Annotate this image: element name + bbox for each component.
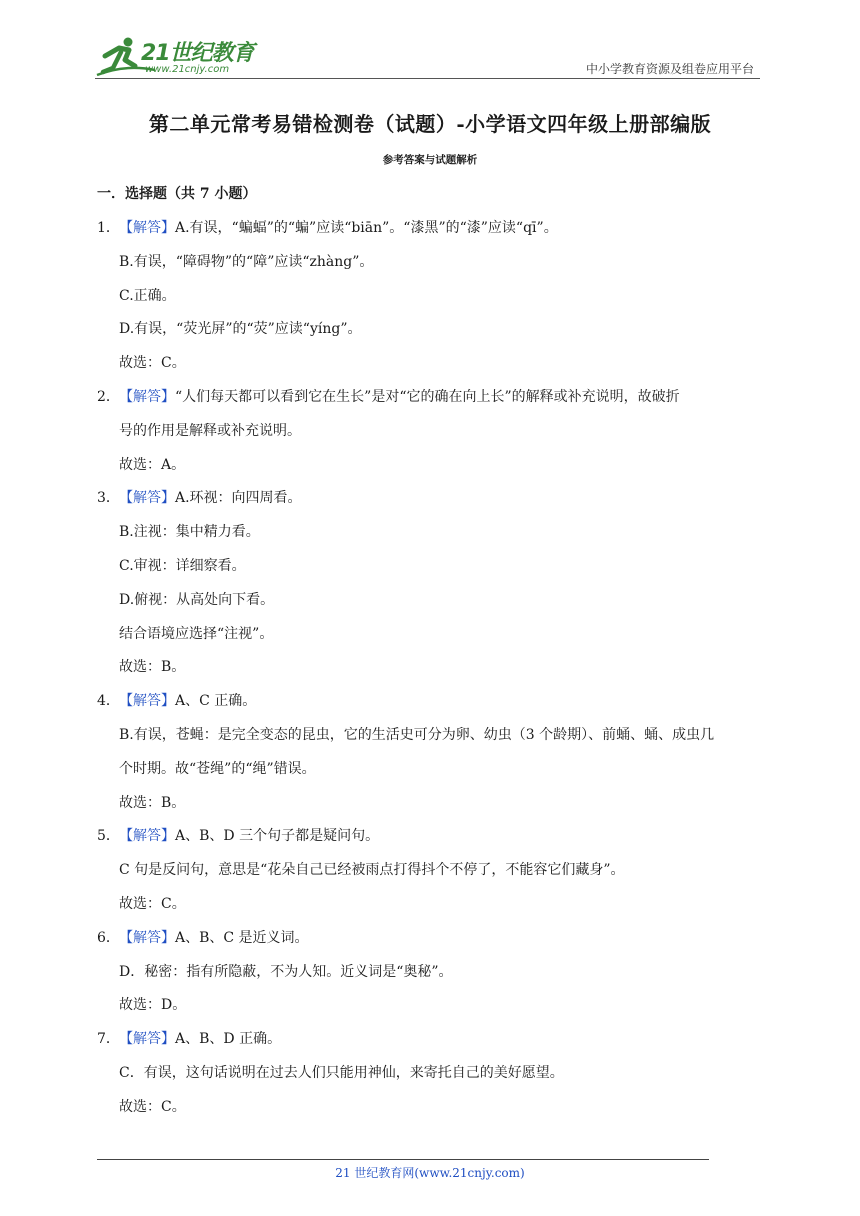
answer-text: D.俯视：从高处向下看。 [119,591,275,608]
answer-line [97,347,767,381]
answer-text: 故选：C。 [119,355,186,372]
answer-item [97,1023,767,1124]
answer-line [97,956,767,990]
answer-line [97,989,767,1023]
answer-text: 故选：B。 [119,794,186,811]
answer-tag: 【解答】 [119,693,175,710]
answer-text: 结合语境应选择“注视”。 [119,625,274,642]
answer-tag: 【解答】 [119,1031,175,1048]
answer-text: A、B、C 是近义词。 [175,929,309,946]
logo-url: www.21cnjy.com [145,64,230,75]
answer-text: C.审视：详细察看。 [119,557,246,574]
answer-line [97,854,767,888]
page-subtitle: 参考答案与试题解析 [382,154,478,166]
answer-text: 个时期。故“苍绳”的“绳”错误。 [119,760,316,777]
answer-first-line [97,212,767,246]
answer-text: D.有误，“荧光屏”的“荧”应读“yíng”。 [119,321,362,338]
answer-tag: 【解答】 [119,828,175,845]
answer-line [97,449,767,483]
answer-line [97,584,767,618]
answer-text: 故选：D。 [119,997,187,1014]
answer-item [97,685,767,820]
answer-text: C 句是反问句，意思是“花朵自己已经被雨点打得抖个不停了，不能容它们藏身”。 [119,862,625,879]
answer-text: D．秘密：指有所隐蔽，不为人知。近义词是“奥秘”。 [119,963,453,980]
answer-text: A.环视：向四周看。 [175,490,302,507]
question-number: 6． [97,929,120,946]
answer-text: 故选：C。 [119,1098,186,1115]
answer-line [97,313,767,347]
answer-tag: 【解答】 [119,929,175,946]
question-number: 3． [97,490,120,507]
answer-line [97,1091,767,1125]
answer-line [97,550,767,584]
answer-line [97,787,767,821]
section-heading: 一．选择题（共 7 小题） [97,186,257,202]
answer-line [97,415,767,449]
answer-first-line [97,381,767,415]
question-number: 4． [97,693,120,710]
answer-tag: 【解答】 [119,388,175,405]
answer-item [97,381,767,482]
answer-first-line [97,922,767,956]
answer-text: 号的作用是解释或补充说明。 [119,422,301,439]
page-title: 第二单元常考易错检测卷（试题）-小学语文四年级上册部编版 [148,112,712,136]
answer-tag: 【解答】 [119,220,175,236]
answer-text: A、B、D 正确。 [175,1031,282,1048]
answer-first-line [97,482,767,516]
answer-text: A.有误，“蝙蝠”的“蝙”应读“biān”。“漆黑”的“漆”应读“qī”。 [175,220,558,236]
answer-text: B.有误，苍蝇：是完全变态的昆虫，它的生活史可分为卵、幼虫（3 个龄期）、前蛹、蛹、成虫几 [119,726,715,743]
question-number: 5． [97,828,120,845]
answer-line [97,1057,767,1091]
answer-text: A、B、D 三个句子都是疑问句。 [175,828,380,845]
answer-text: 故选：C。 [119,895,186,912]
answer-first-line [97,685,767,719]
answer-tag: 【解答】 [119,490,175,507]
answer-line [97,246,767,280]
answer-text: 故选：A。 [119,456,186,473]
answer-text: B.注视：集中精力看。 [119,524,260,541]
answer-first-line [97,820,767,854]
page-header [95,30,760,82]
answer-text: “人们每天都可以看到它在生长”是对“它的确在向上长”的解释或补充说明，故破折 [175,388,680,405]
question-number: 7． [97,1031,120,1048]
answer-line [97,753,767,787]
header-divider [95,78,760,79]
answer-line [97,651,767,685]
platform-name: 中小学教育资源及组卷应用平台 [585,62,754,76]
footer-divider [97,1159,709,1160]
question-number: 1． [97,220,120,236]
answer-text: 故选：B。 [119,659,186,676]
answer-line [97,618,767,652]
answer-text: C．有误，这句话说明在过去人们只能用神仙，来寄托自己的美好愿望。 [119,1064,564,1081]
answer-item [97,820,767,921]
footer-link[interactable]: 21 世纪教育网(www.21cnjy.com) [335,1166,525,1180]
answer-text: A、C 正确。 [175,693,257,710]
answer-item [97,922,767,1023]
answer-text: C.正确。 [119,287,176,304]
answer-list [97,212,767,1125]
logo-text: 21世纪教育 [141,41,254,66]
answer-text: B.有误，“障碍物”的“障”应读“zhàng”。 [119,253,374,270]
answer-line [97,280,767,314]
answer-item [97,482,767,685]
question-number: 2． [97,388,120,405]
answer-line [97,719,767,753]
answer-item [97,212,767,381]
answer-line [97,888,767,922]
answer-line [97,516,767,550]
answer-first-line [97,1023,767,1057]
logo [95,34,265,78]
